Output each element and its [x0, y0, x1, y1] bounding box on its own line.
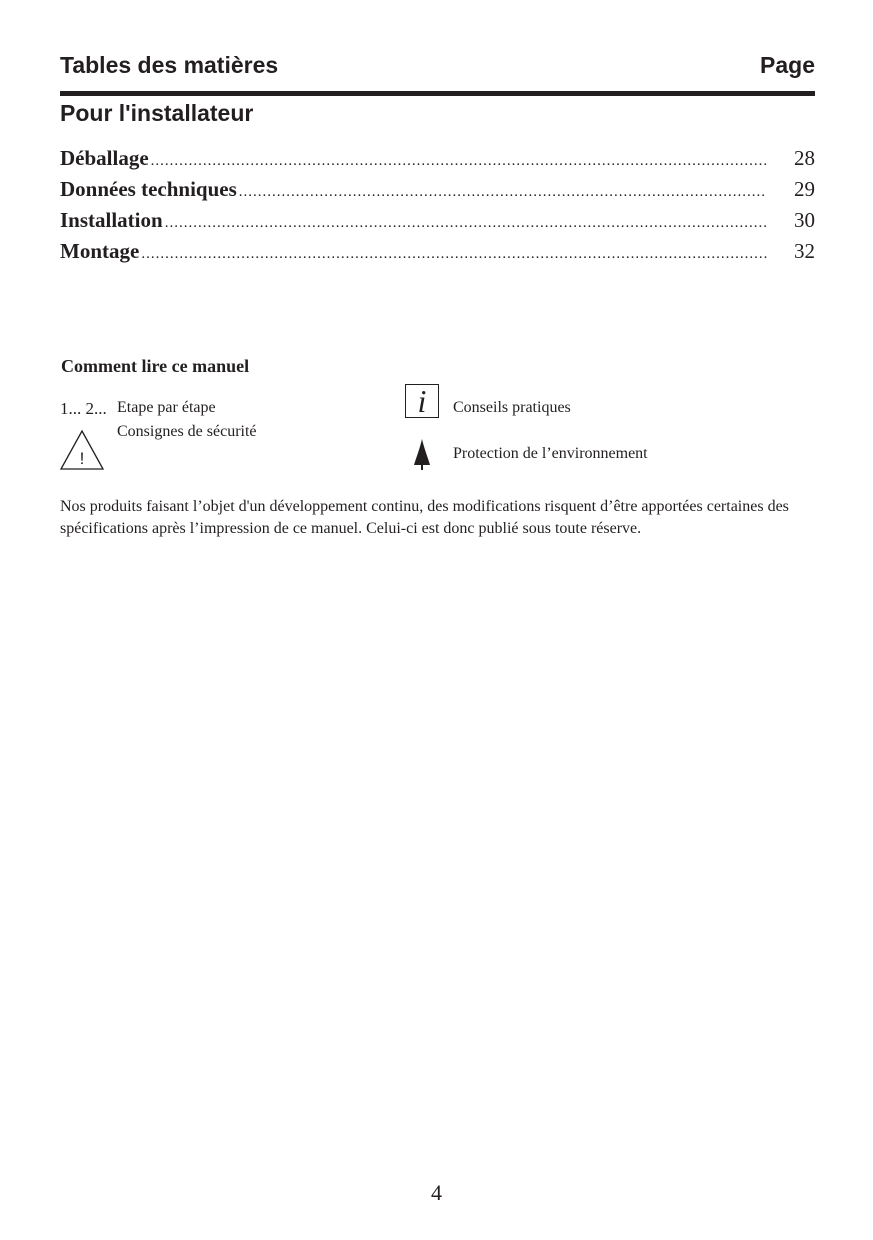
toc-entry-page: 32: [794, 239, 815, 263]
leader-dots: [165, 215, 767, 232]
leader-dots: [151, 153, 767, 170]
toc-entry-page: 30: [794, 208, 815, 232]
toc-entry-title: Montage: [60, 239, 140, 263]
tip-label: Conseils pratiques: [453, 399, 571, 416]
svg-text:!: !: [79, 449, 85, 468]
page-column-heading: Page: [760, 52, 815, 78]
toc-entry-title: Installation: [60, 208, 163, 232]
toc-entry-deballage[interactable]: [60, 146, 815, 177]
leader-dots: [141, 246, 767, 263]
tree-icon: [412, 438, 432, 470]
section-title: Pour l'installateur: [60, 100, 254, 126]
leader-dots: [239, 184, 767, 201]
toc-entry-montage[interactable]: [60, 239, 815, 270]
header-rule: [60, 91, 815, 96]
page-number: 4: [431, 1180, 442, 1205]
toc-header: [60, 52, 815, 79]
environment-label: Protection de l’environnement: [453, 445, 648, 462]
toc-entry-page: 29: [794, 177, 815, 201]
howto-title: Comment lire ce manuel: [61, 356, 250, 376]
warning-triangle-icon: [59, 429, 105, 471]
toc-list: [60, 146, 815, 270]
toc-entry-title: Données techniques: [60, 177, 237, 201]
step-label: Etape par étape: [117, 399, 216, 416]
toc-entry-installation[interactable]: [60, 208, 815, 239]
info-icon: i: [405, 384, 439, 418]
disclaimer-note: Nos produits faisant l’objet d'un développement continu, des modifications risquent d’être apportées certaines des spécifications après l’impression de ce manuel. Celui-ci est donc publié sous toute réserve.: [60, 498, 789, 537]
toc-entry-title: Déballage: [60, 146, 149, 170]
toc-entry-page: 28: [794, 146, 815, 170]
step-number: 1... 2...: [60, 399, 107, 418]
toc-entry-donnees-techniques[interactable]: [60, 177, 815, 208]
toc-heading: Tables des matières: [60, 52, 279, 78]
safety-label: Consignes de sécurité: [117, 423, 257, 440]
